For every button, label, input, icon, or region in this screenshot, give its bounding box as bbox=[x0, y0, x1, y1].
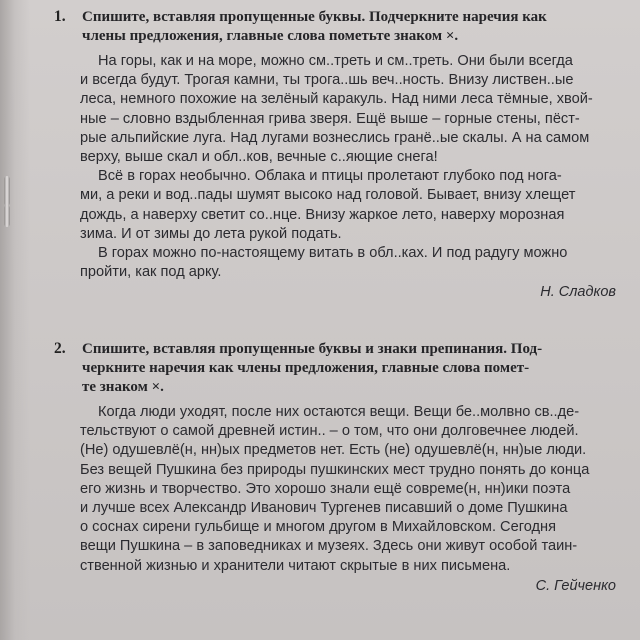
text-line: (Не) одушевлё(н, нн)ых предметов нет. Есть (не) одушевлё(н, нн)ые люди. bbox=[80, 442, 587, 459]
task-2 bbox=[54, 340, 626, 594]
text-line: Без вещей Пушкина без природы пушкинских мест трудно понять до конца bbox=[80, 461, 590, 478]
text-line: тельствуют о самой древней истин.. – о том, что они долговечнее людей. bbox=[80, 423, 579, 440]
task-number: 2. bbox=[54, 340, 66, 357]
text-line: Всё в горах необычно. Облака и птицы пролетают глубоко под нога- bbox=[98, 168, 562, 185]
instruction-line: члены предложения, главные слова пометьте знаком ×. bbox=[82, 28, 459, 44]
task-instruction bbox=[82, 8, 626, 46]
text-line: леса, немного похожие на зелёный каракуль. Над ними леса тёмные, хвой- bbox=[80, 91, 593, 108]
text-line: верху, выше скал и обл..ков, вечные с..яющие снега! bbox=[80, 149, 438, 166]
text-line: На горы, как и на море, можно см..треть и см..треть. Они были всегда bbox=[98, 53, 573, 69]
text-line: вещи Пушкина – в заповедниках и музеях. Здесь они живут особой таин- bbox=[80, 538, 578, 555]
text-line: дождь, а наверху светит со..нце. Внизу жаркое лето, наверху морозная bbox=[80, 206, 565, 223]
instruction-line: Спишите, вставляя пропущенные буквы. Подчеркните наречия как bbox=[82, 9, 547, 25]
text-line: его жизнь и творчество. Это хорошо знали ещё совреме(н, нн)ики поэта bbox=[80, 480, 571, 497]
task-instruction bbox=[82, 340, 626, 397]
author-signature: Н. Сладков bbox=[540, 284, 616, 301]
text-line: ми, а реки и вод..пады шумят высоко над головой. Бывает, внизу хлещет bbox=[80, 187, 576, 204]
text-line: пройти, как под арку. bbox=[80, 264, 222, 281]
binder-clip bbox=[4, 176, 10, 206]
text-line: рые альпийские луга. Над лугами вознеслись гранё..ые скалы. А на самом bbox=[80, 129, 590, 146]
text-line: ственной жизнью и хранители читают скрытые в них письмена. bbox=[80, 557, 511, 574]
text-line: В горах можно по-настоящему витать в обл..ках. И под радугу можно bbox=[98, 245, 568, 262]
text-line: Когда люди уходят, после них остаются вещи. Вещи бе..молвно св..де- bbox=[98, 404, 580, 420]
task-text bbox=[80, 52, 626, 282]
text-line: зима. И от зимы до лета рукой подать. bbox=[80, 225, 342, 242]
text-line: и лучше всех Александр Иванович Тургенев писавший о доме Пушкина bbox=[80, 500, 568, 517]
binding-shadow bbox=[0, 0, 30, 640]
author-signature: С. Гейченко bbox=[535, 577, 616, 594]
task-text bbox=[80, 403, 626, 576]
instruction-line: черкните наречия как члены предложения, главные слова помет- bbox=[82, 360, 530, 376]
instruction-line: Спишите, вставляя пропущенные буквы и знаки препинания. Под- bbox=[82, 341, 543, 357]
text-line: о соснах сирени гульбище и многом другом в Михайловском. Сегодня bbox=[80, 519, 556, 536]
instruction-line: те знаком ×. bbox=[82, 379, 164, 395]
task-1 bbox=[54, 8, 626, 301]
text-line: и всегда будут. Трогая камни, ты трога..шь веч..ность. Внизу листвен..ые bbox=[80, 72, 574, 89]
task-number: 1. bbox=[54, 8, 66, 25]
binder-clip bbox=[4, 205, 10, 227]
text-line: ные – словно вздыбленная грива зверя. Ещё выше – горные стены, пёст- bbox=[80, 110, 580, 127]
